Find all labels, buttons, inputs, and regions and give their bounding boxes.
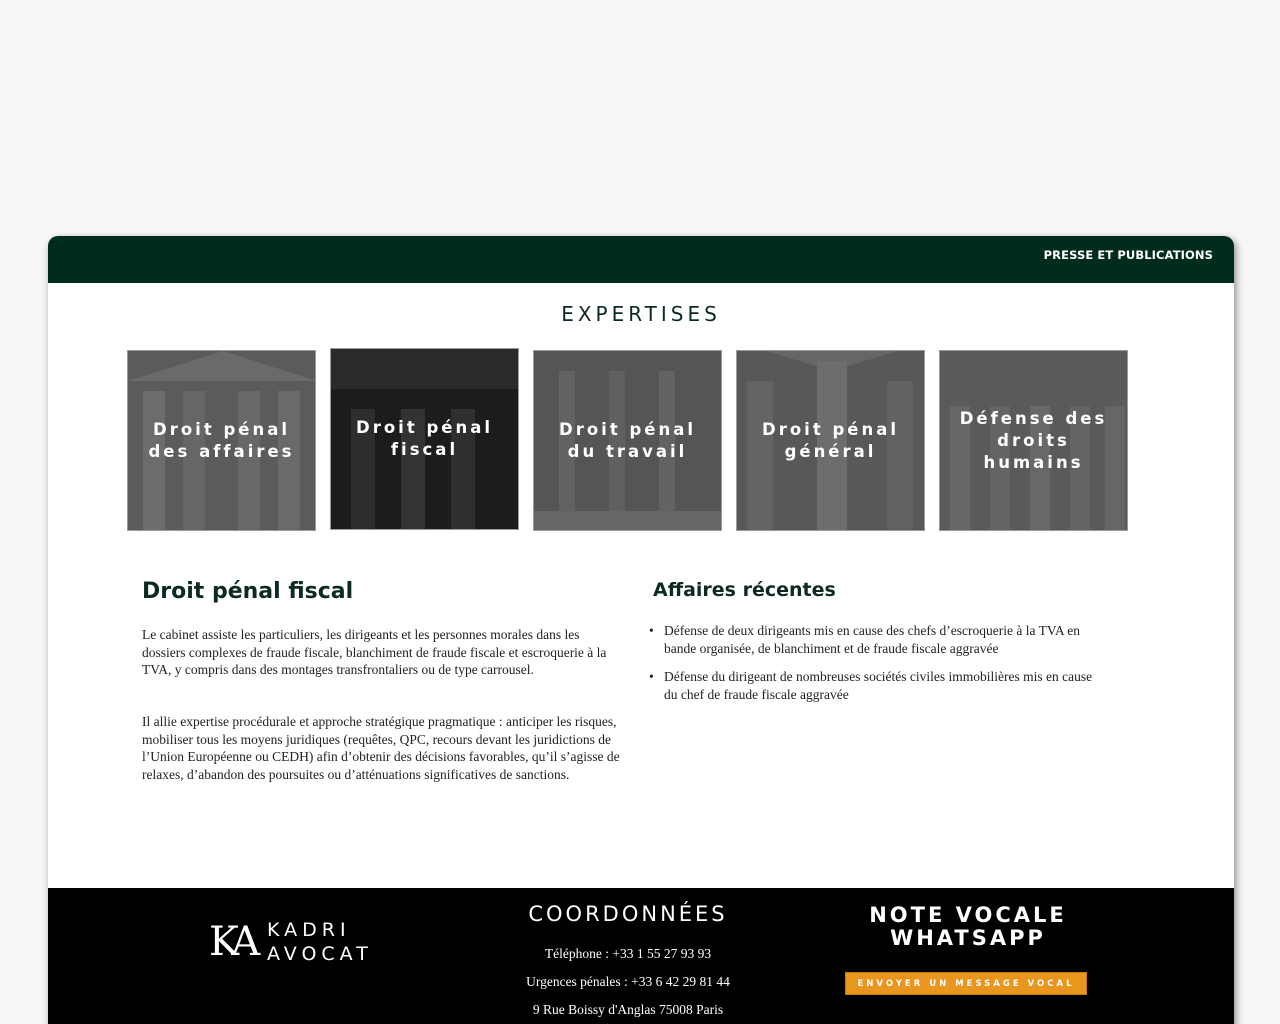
main-card: [48, 236, 1234, 1024]
tile-label: Droit pénal des affaires: [148, 419, 295, 461]
recent-cases-list: [653, 622, 1108, 714]
tile-label: Droit pénal du travail: [559, 419, 696, 461]
list-item: • Défense du dirigeant de nombreuses sociétés civiles immobilières mis en cause du chef de fraude fiscale aggravée: [653, 668, 1108, 703]
tile-droit-penal-affaires[interactable]: [127, 350, 316, 531]
tile-droit-penal-fiscal[interactable]: [330, 348, 519, 530]
top-navigation: [48, 236, 1234, 283]
logo-line-1: KADRI: [267, 919, 351, 941]
expertises-title: EXPERTISES: [561, 302, 721, 326]
tile-droit-penal-travail[interactable]: [533, 350, 722, 531]
list-item: • Défense de deux dirigeants mis en cause des chefs d’escroquerie à la TVA en bande organisée, de blanchiment et de fraude fiscale aggravée: [653, 622, 1108, 657]
voice-note-title: NOTE VOCALE WHATSAPP: [869, 903, 1067, 950]
footer: [48, 888, 1234, 1024]
logo-line-2: AVOCAT: [267, 943, 373, 965]
tile-defense-droits-humains[interactable]: [939, 350, 1128, 531]
detail-paragraph-2: Il allie expertise procédurale et approche stratégique pragmatique : anticiper les risques, mobiliser tous les moyens juridiques (requêtes, QPC, recours devant les juridictions de l’Union Européenne ou CEDH) afin d’obtenir des décisions favorables, qu’il s’agisse de relaxes, d’abandon des poursuites ou d’atténuations significatives de sanctions.: [142, 714, 620, 782]
tile-label: Défense des droits humains: [959, 408, 1108, 472]
logo-mark: KA: [209, 919, 255, 965]
tile-label: Droit pénal fiscal: [356, 418, 493, 459]
recent-cases-title: Affaires récentes: [653, 579, 836, 601]
urgent-phone-number[interactable]: Urgences pénales : +33 6 42 29 81 44: [526, 974, 730, 989]
address: 9 Rue Boissy d'Anglas 75008 Paris: [532, 1002, 724, 1017]
logo-text: [267, 918, 373, 966]
nav-link-press[interactable]: PRESSE ET PUBLICATIONS: [1043, 248, 1213, 262]
send-voice-message-button[interactable]: ENVOYER UN MESSAGE VOCAL: [845, 972, 1087, 995]
tile-label: Droit pénal général: [762, 419, 899, 461]
logo[interactable]: [209, 918, 373, 966]
phone-number[interactable]: Téléphone : +33 1 55 27 93 93: [544, 946, 712, 961]
detail-paragraph-1: Le cabinet assiste les particuliers, les dirigeants et les personnes morales dans les dossiers complexes de fraude fiscale, blanchiment de fraude fiscale et escroquerie à la TVA, y compris dans des montages transfrontaliers ou de type carrousel.: [142, 627, 607, 677]
contact-title: COORDONNÉES: [528, 902, 728, 926]
detail-title: Droit pénal fiscal: [142, 579, 354, 604]
tile-droit-penal-general[interactable]: [736, 350, 925, 531]
